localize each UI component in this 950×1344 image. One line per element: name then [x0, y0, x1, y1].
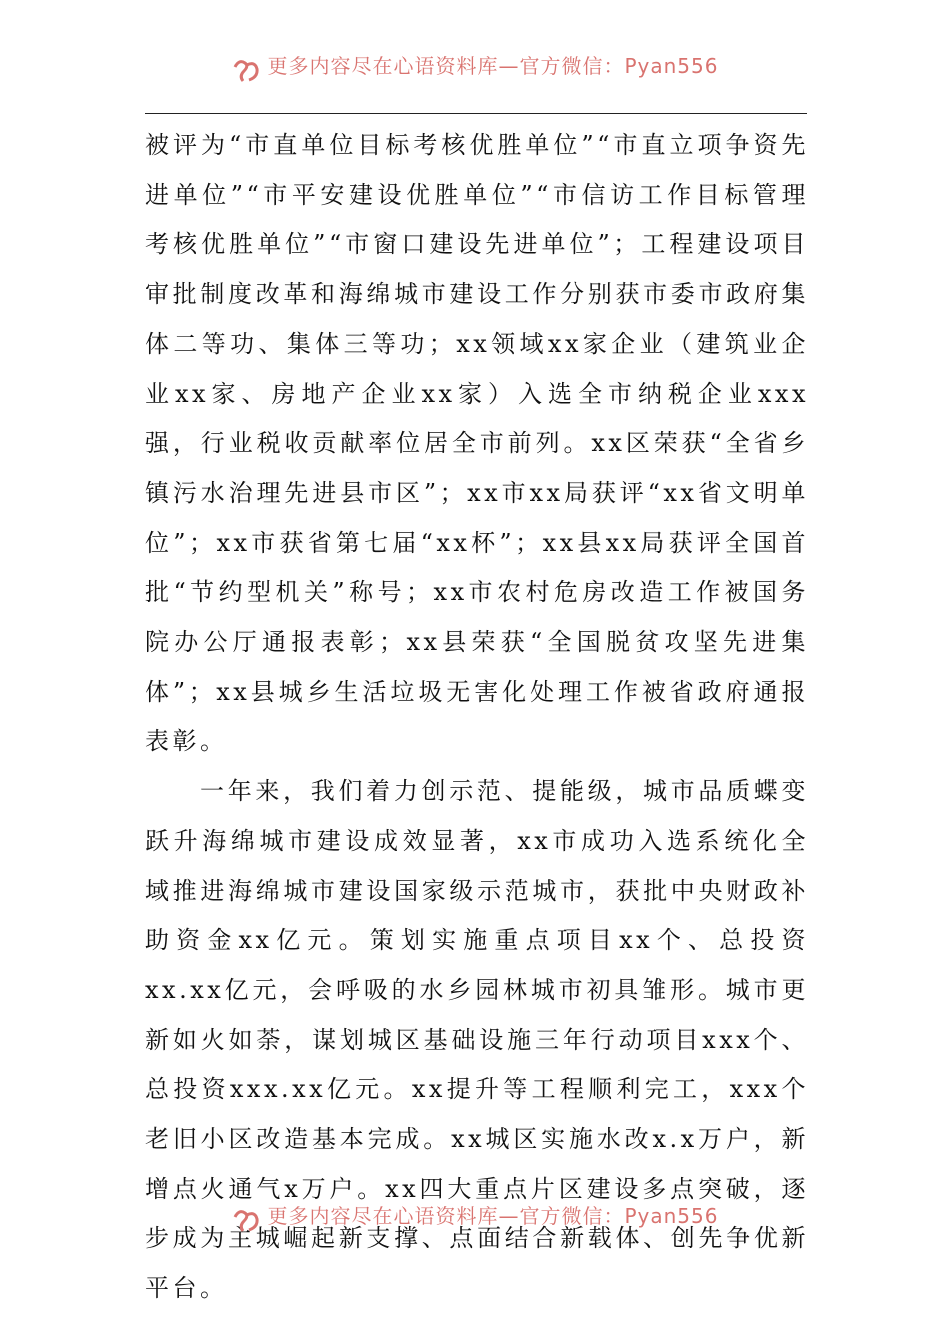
watermark-text: 更多内容尽在心语资料库—官方微信：Pyan556	[267, 1203, 719, 1228]
paragraph-city-quality: 一年来，我们着力创示范、提能级，城市品质蝶变跃升海绵城市建设成效显著，xx市成功入选系统化全域推进海绵城市建设国家级示范城市，获批中央财政补助资金xx亿元。策划实施重点项目xx个、总投资xx.xx亿元，会呼吸的水乡园林城市初具雏形。城市更新如火如荼，谋划城区基础设施三年行动项目xxx个、总投资xxx.xx亿元。xx提升等工程顺利完工，xxx个老旧小区改造基本完成。xx城区实施水改x.x万户，新增点火通气x万户。xx四大重点片区建设多点突破，逐步成为主城崛起新支撑、点面结合新载体、创先争优新平台。	[145, 777, 809, 1303]
watermark-logo-icon	[231, 55, 261, 85]
watermark-text: 更多内容尽在心语资料库—官方微信：Pyan556	[267, 53, 719, 78]
watermark-logo-icon	[231, 1205, 261, 1235]
watermark-bottom	[0, 1200, 950, 1240]
watermark-top	[0, 50, 950, 90]
paragraph-awards: 被评为“市直单位目标考核优胜单位”“市直立项争资先进单位”“市平安建设优胜单位”“市信访工作目标管理考核优胜单位”“市窗口建设先进单位”；工程建设项目审批制度改革和海绵城市建设工作分别获市委市政府集体二等功、集体三等功；xx领域xx家企业（建筑业企业xx家、房地产企业xx家）入选全市纳税企业xxx强，行业税收贡献率位居全市前列。xx区荣获“全省乡镇污水治理先进县市区”；xx市xx局获评“xx省文明单位”；xx市获省第七届“xx杯”；xx县xx局获评全国首批“节约型机关”称号；xx市农村危房改造工作被国务院办公厅通报表彰；xx县荣获“全国脱贫攻坚先进集体”；xx县城乡生活垃圾无害化处理工作被省政府通报表彰。	[145, 131, 809, 756]
document-body	[145, 121, 809, 1314]
header-divider	[145, 113, 807, 114]
